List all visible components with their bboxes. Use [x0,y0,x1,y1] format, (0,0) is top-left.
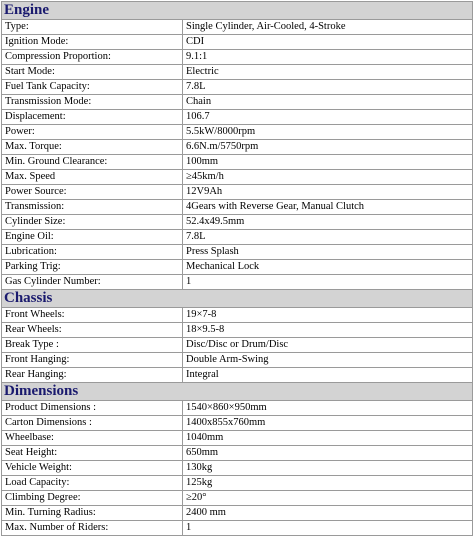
spec-value: 9.1:1 [183,50,473,65]
spec-value: 1 [183,521,473,536]
spec-value: CDI [183,35,473,50]
spec-row [2,353,473,368]
spec-label: Vehicle Weight: [2,461,183,476]
spec-label: Cylinder Size: [2,215,183,230]
spec-row [2,461,473,476]
spec-label: Rear Hanging: [2,368,183,383]
spec-row [2,431,473,446]
section-header-dimensions [2,383,473,401]
spec-label: Fuel Tank Capacity: [2,80,183,95]
spec-value: ≥45km/h [183,170,473,185]
spec-row [2,170,473,185]
spec-label: Max. Speed [2,170,183,185]
spec-label: Lubrication: [2,245,183,260]
spec-value: Mechanical Lock [183,260,473,275]
spec-value: 19×7-8 [183,308,473,323]
spec-label: Gas Cylinder Number: [2,275,183,290]
spec-label: Power: [2,125,183,140]
spec-row [2,140,473,155]
spec-value: Single Cylinder, Air-Cooled, 4-Stroke [183,20,473,35]
spec-label: Transmission: [2,200,183,215]
spec-value: ≥20° [183,491,473,506]
section-header-chassis [2,290,473,308]
spec-row [2,95,473,110]
spec-label: Engine Oil: [2,230,183,245]
spec-row [2,401,473,416]
spec-row [2,416,473,431]
spec-row [2,323,473,338]
spec-label: Seat Height: [2,446,183,461]
spec-label: Break Type : [2,338,183,353]
spec-row [2,506,473,521]
spec-value: 100mm [183,155,473,170]
spec-row [2,245,473,260]
spec-row [2,275,473,290]
spec-label: Compression Proportion: [2,50,183,65]
spec-row [2,215,473,230]
spec-label: Power Source: [2,185,183,200]
spec-value: Electric [183,65,473,80]
spec-label: Start Mode: [2,65,183,80]
spec-value: 52.4x49.5mm [183,215,473,230]
spec-value: 1540×860×950mm [183,401,473,416]
spec-row [2,230,473,245]
spec-label: Min. Turning Radius: [2,506,183,521]
spec-value: Disc/Disc or Drum/Disc [183,338,473,353]
spec-value: Double Arm-Swing [183,353,473,368]
spec-row [2,50,473,65]
spec-value: 2400 mm [183,506,473,521]
spec-row [2,185,473,200]
spec-row [2,200,473,215]
spec-row [2,35,473,50]
spec-value: 7.8L [183,230,473,245]
spec-value: Chain [183,95,473,110]
spec-value: 5.5kW/8000rpm [183,125,473,140]
section-title: Chassis [2,290,473,308]
spec-value: 130kg [183,461,473,476]
spec-row [2,125,473,140]
spec-label: Parking Trig: [2,260,183,275]
spec-value: 1400x855x760mm [183,416,473,431]
spec-label: Front Hanging: [2,353,183,368]
spec-value: 1 [183,275,473,290]
spec-value: 106.7 [183,110,473,125]
spec-label: Max. Torque: [2,140,183,155]
spec-value: 18×9.5-8 [183,323,473,338]
spec-value: Integral [183,368,473,383]
spec-label: Product Dimensions : [2,401,183,416]
spec-table [1,1,473,536]
spec-row [2,368,473,383]
spec-row [2,491,473,506]
spec-value: 125kg [183,476,473,491]
section-title: Engine [2,2,473,20]
spec-label: Type: [2,20,183,35]
spec-row [2,110,473,125]
spec-row [2,338,473,353]
spec-label: Climbing Degree: [2,491,183,506]
spec-row [2,80,473,95]
spec-label: Transmission Mode: [2,95,183,110]
section-title: Dimensions [2,383,473,401]
spec-value: Press Splash [183,245,473,260]
spec-row [2,20,473,35]
spec-label: Rear Wheels: [2,323,183,338]
spec-label: Max. Number of Riders: [2,521,183,536]
spec-table-body [2,2,473,536]
spec-value: 6.6N.m/5750rpm [183,140,473,155]
spec-row [2,260,473,275]
spec-label: Ignition Mode: [2,35,183,50]
spec-row [2,476,473,491]
spec-label: Carton Dimensions : [2,416,183,431]
spec-row [2,65,473,80]
spec-label: Wheelbase: [2,431,183,446]
spec-label: Min. Ground Clearance: [2,155,183,170]
spec-label: Load Capacity: [2,476,183,491]
spec-label: Displacement: [2,110,183,125]
section-header-engine [2,2,473,20]
spec-value: 1040mm [183,431,473,446]
spec-row [2,155,473,170]
spec-row [2,446,473,461]
spec-value: 7.8L [183,80,473,95]
spec-value: 4Gears with Reverse Gear, Manual Clutch [183,200,473,215]
spec-value: 12V9Ah [183,185,473,200]
spec-row [2,521,473,536]
spec-value: 650mm [183,446,473,461]
spec-row [2,308,473,323]
spec-label: Front Wheels: [2,308,183,323]
